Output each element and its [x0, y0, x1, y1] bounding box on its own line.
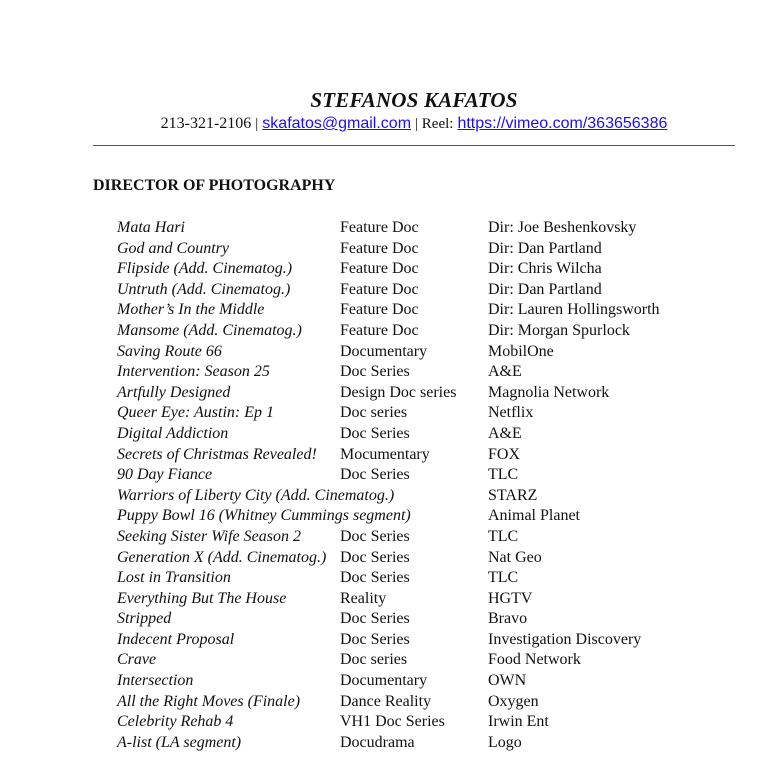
credit-title: Crave [117, 651, 157, 669]
credit-network: Bravo [488, 610, 528, 628]
credit-type: Documentary [340, 342, 428, 360]
credit-title: God and Country [117, 239, 229, 257]
reel-link[interactable]: https://vimeo.com/363656386 [457, 115, 668, 132]
phone-number: 213-321-2106 [160, 115, 252, 132]
credit-type: Documentary [340, 672, 428, 690]
credit-type: Feature Doc [340, 301, 419, 319]
credit-row [117, 506, 747, 527]
credit-row [117, 383, 747, 404]
credit-title: Queer Eye: Austin: Ep 1 [117, 404, 274, 422]
credit-row [117, 650, 747, 671]
credit-title: Indecent Proposal [117, 630, 235, 648]
credit-row [117, 548, 747, 569]
credit-network: OWN [488, 672, 527, 690]
credit-type: Mocumentary [340, 445, 430, 463]
credit-row [117, 403, 747, 424]
credit-network: Dir: Lauren Hollingsworth [488, 301, 660, 319]
section-title: DIRECTOR OF PHOTOGRAPHY [93, 177, 336, 194]
credit-row [117, 445, 747, 466]
credit-row [117, 424, 747, 445]
credit-title: Saving Route 66 [117, 342, 222, 360]
credit-network: MobilOne [488, 342, 554, 360]
credit-row [117, 321, 747, 342]
credit-title: Stripped [117, 610, 172, 628]
credit-title: A-list (LA segment) [117, 733, 242, 751]
credit-type: Dance Reality [340, 692, 432, 710]
credit-network: TLC [488, 569, 519, 587]
resume-name: STEFANOS KAFATOS [310, 88, 518, 112]
credit-row [117, 527, 747, 548]
credit-row [117, 486, 747, 507]
credit-title: Intervention: Season 25 [117, 363, 270, 381]
credit-type: Doc Series [340, 527, 410, 545]
credit-network: Nat Geo [488, 548, 542, 566]
credit-type: Docudrama [340, 733, 415, 751]
credit-title: Digital Addiction [117, 424, 229, 442]
credit-network: FOX [488, 445, 521, 463]
credit-type: Design Doc series [340, 383, 457, 401]
credit-type: Feature Doc [340, 239, 419, 257]
credit-type: Doc Series [340, 363, 410, 381]
credit-title: Everything But The House [117, 589, 287, 607]
credit-row [117, 692, 747, 713]
credit-type: Doc Series [340, 610, 410, 628]
credit-network: Dir: Dan Partland [488, 239, 602, 257]
credit-title: All the Right Moves (Finale) [117, 692, 301, 710]
credit-row [117, 280, 747, 301]
credit-network: Logo [488, 733, 522, 751]
credit-type: Reality [340, 589, 387, 607]
credit-network: TLC [488, 466, 519, 484]
credit-row [117, 465, 747, 486]
header-divider [93, 145, 735, 146]
credit-network: A&E [488, 363, 522, 381]
credit-type: Feature Doc [340, 321, 419, 339]
credit-type: Feature Doc [340, 280, 419, 298]
credits-list [117, 218, 747, 753]
credit-network: Dir: Joe Beshenkovsky [488, 219, 637, 236]
credit-row [117, 712, 747, 733]
credit-title: Secrets of Christmas Revealed! [117, 445, 317, 463]
credit-network: Dir: Chris Wilcha [488, 260, 602, 278]
credit-title: Intersection [117, 672, 194, 690]
credit-network: Dir: Dan Partland [488, 280, 602, 298]
credit-network: Animal Planet [488, 507, 580, 525]
credit-network: Netflix [488, 404, 534, 422]
credit-network: Investigation Discovery [488, 630, 642, 648]
contact-line [0, 115, 759, 133]
credit-title: Mother’s In the Middle [117, 301, 265, 319]
credit-type: VH1 Doc Series [340, 713, 445, 731]
credit-row [117, 300, 747, 321]
credit-network: Food Network [488, 651, 581, 669]
credit-title: Lost in Transition [117, 569, 231, 587]
credit-type: Doc Series [340, 424, 410, 442]
credit-type: Doc Series [340, 548, 410, 566]
credit-network: Oxygen [488, 692, 539, 710]
email-link[interactable]: skafatos@gmail.com [262, 115, 412, 132]
credit-type: Feature Doc [340, 260, 419, 278]
credit-row [117, 239, 747, 260]
credit-type: Doc series [340, 651, 408, 669]
credit-row [117, 218, 747, 239]
credit-type: Feature Doc [340, 219, 419, 236]
credit-network: HGTV [488, 589, 533, 607]
credit-row [117, 342, 747, 363]
credit-type: Doc Series [340, 569, 410, 587]
credit-row [117, 589, 747, 610]
credit-network: Magnolia Network [488, 383, 610, 401]
credit-type: Doc Series [340, 630, 410, 648]
credit-title: Mansome (Add. Cinematog.) [117, 321, 302, 339]
credit-title: Mata Hari [117, 219, 185, 236]
credit-row [117, 609, 747, 630]
credit-network: TLC [488, 527, 519, 545]
credit-title: Seeking Sister Wife Season 2 [117, 527, 301, 545]
credit-title: Artfully Designed [117, 383, 231, 401]
credit-row [117, 259, 747, 280]
credit-title: Flipside (Add. Cinematog.) [117, 260, 293, 278]
credit-network: STARZ [488, 486, 538, 504]
reel-label: | Reel: [415, 116, 454, 132]
credit-network: A&E [488, 424, 522, 442]
credit-row [117, 362, 747, 383]
credit-title: Celebrity Rehab 4 [117, 713, 234, 731]
credit-title: Untruth (Add. Cinematog.) [117, 280, 291, 298]
credit-row [117, 671, 747, 692]
separator: | [255, 116, 259, 132]
credit-row [117, 568, 747, 589]
credit-title: Warriors of Liberty City (Add. Cinematog.) [117, 486, 395, 504]
credit-type: Doc series [340, 404, 408, 422]
credit-network: Dir: Morgan Spurlock [488, 321, 630, 339]
credit-title: 90 Day Fiance [117, 466, 213, 484]
credit-type: Doc Series [340, 466, 410, 484]
credit-network: Irwin Ent [488, 713, 549, 731]
credit-row [117, 630, 747, 651]
credit-title: Puppy Bowl 16 (Whitney Cummings segment) [117, 507, 411, 525]
credit-row [117, 733, 747, 754]
credit-title: Generation X (Add. Cinematog.) [117, 548, 327, 566]
